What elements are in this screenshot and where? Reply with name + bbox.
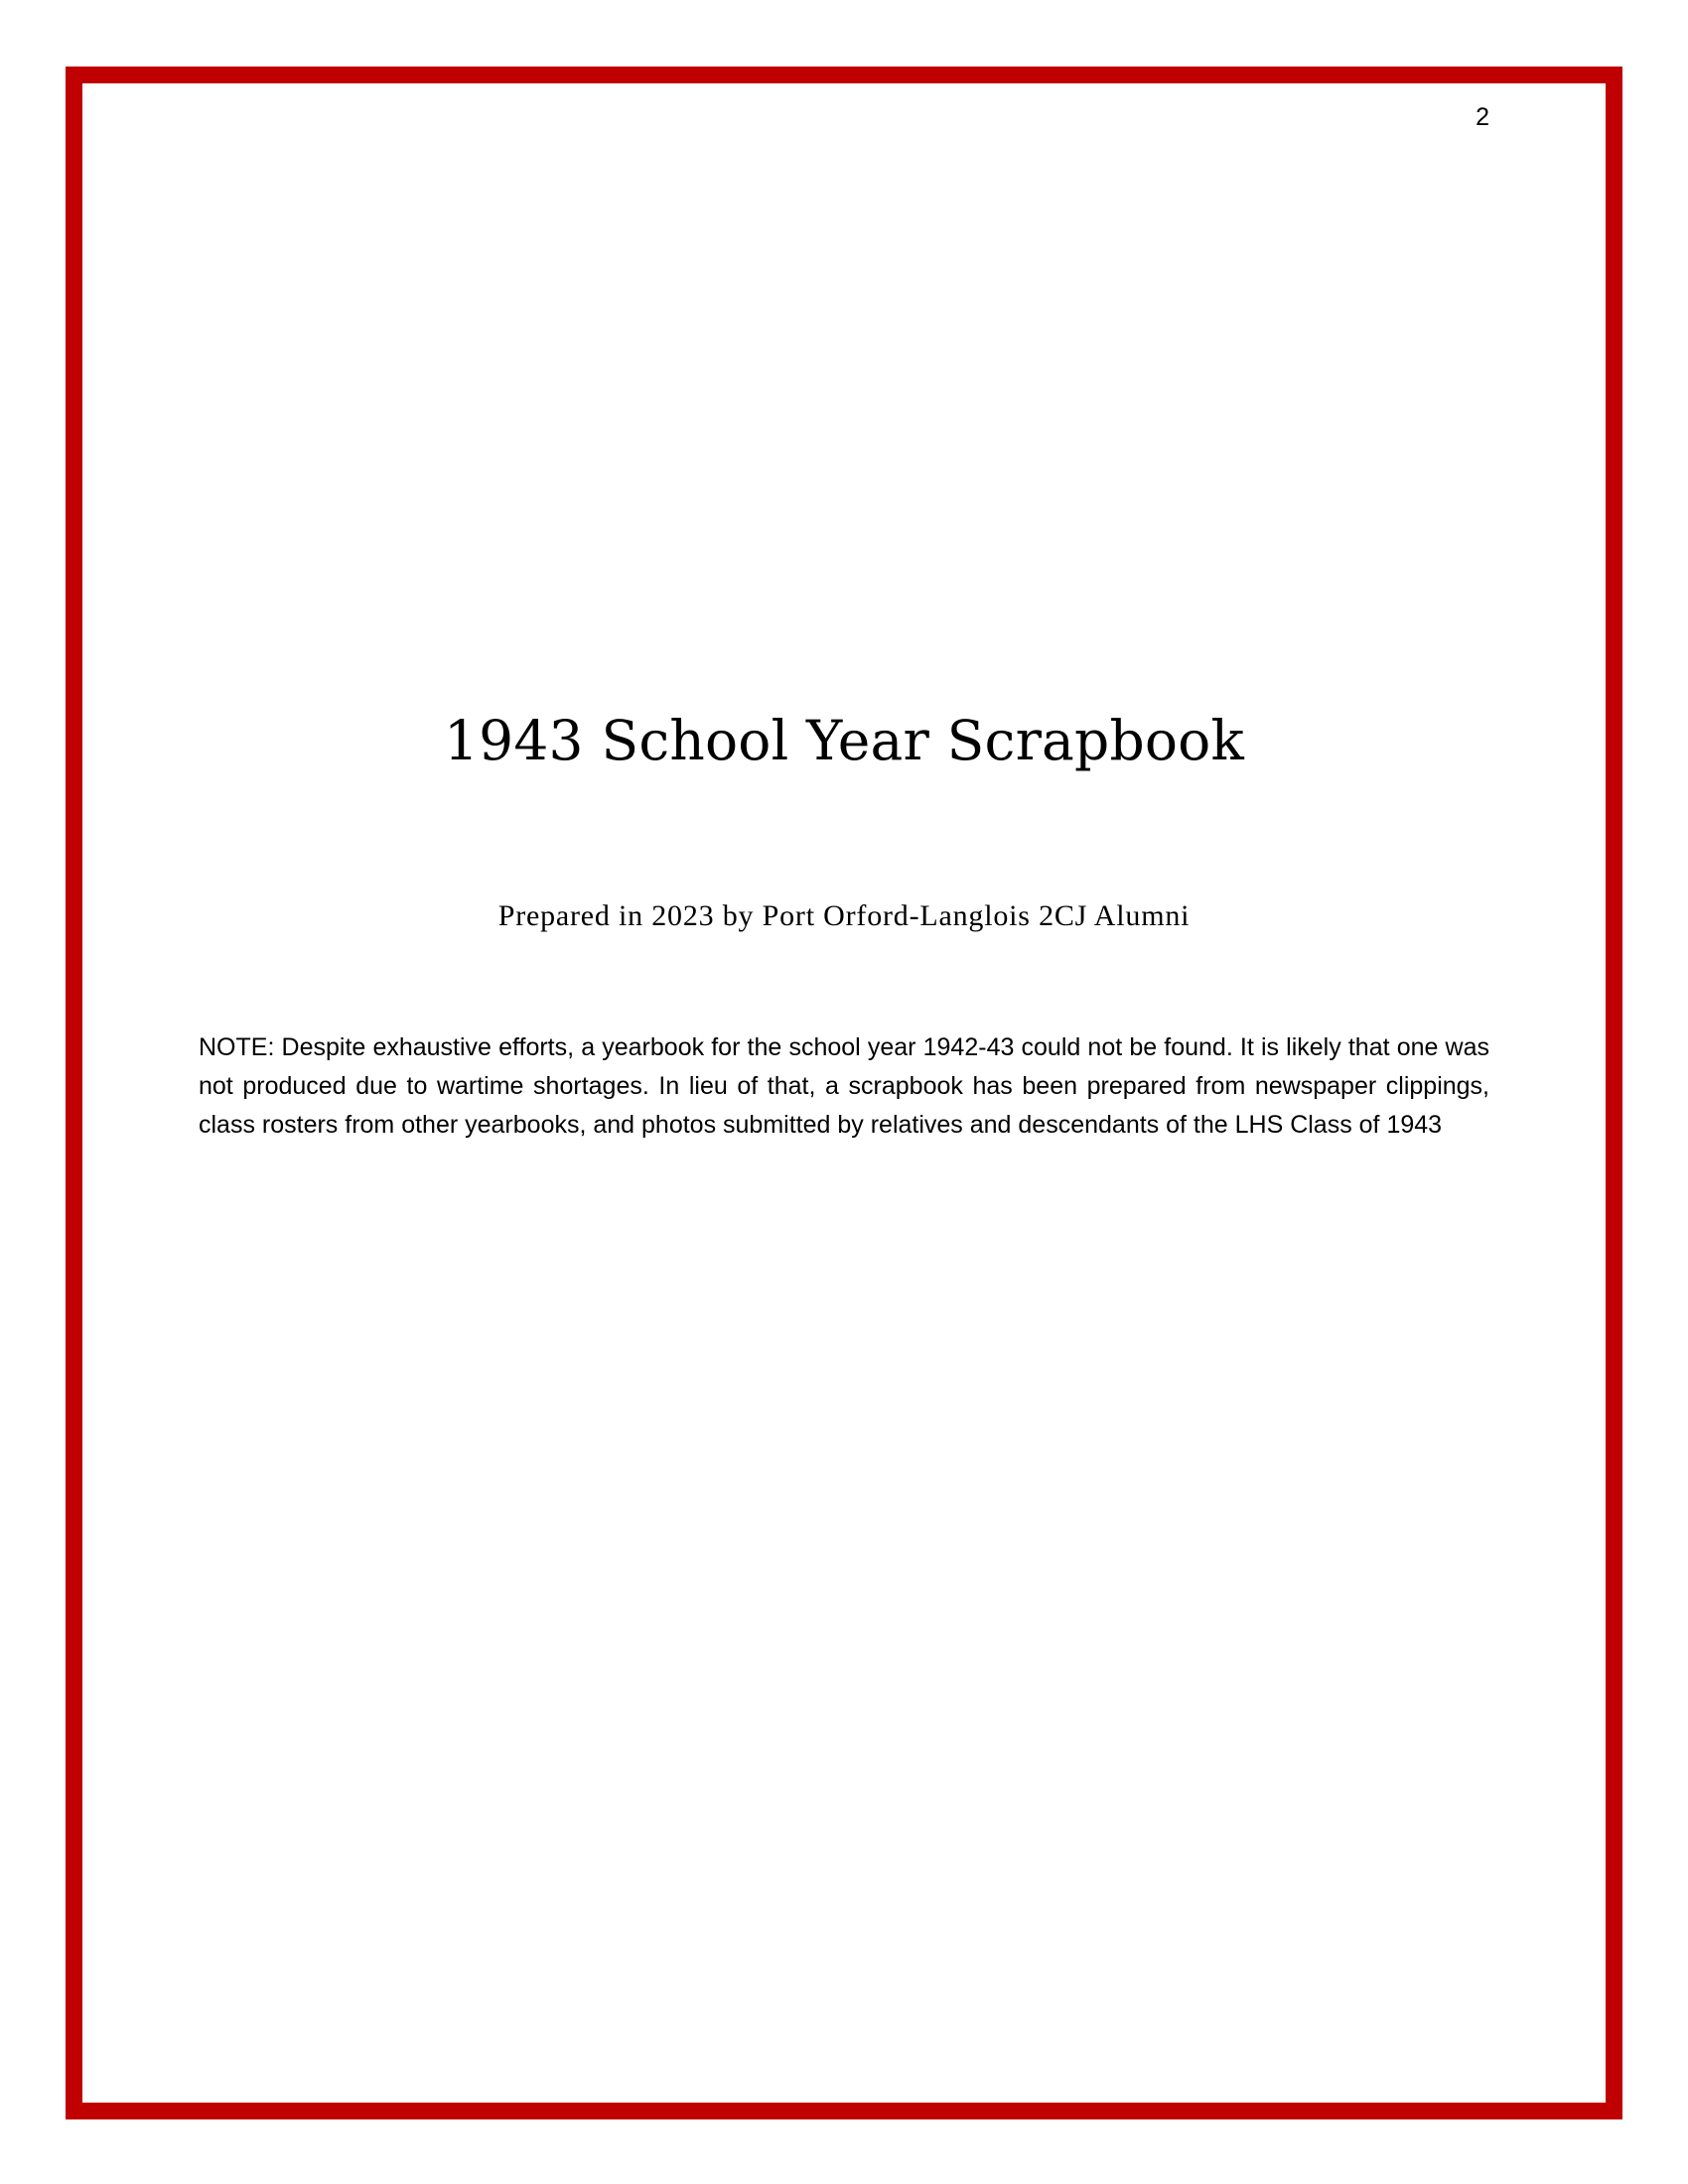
page-title: 1943 School Year Scrapbook	[443, 709, 1245, 772]
page-subtitle: Prepared in 2023 by Port Orford-Langlois 2CJ Alumni	[497, 899, 1191, 932]
note-paragraph: NOTE: Despite exhaustive efforts, a yearbook for the school year 1942-43 could not be found. It is likely that one was not produced due to wartime shortages. In lieu of that, a scrapbook has been prepared from newspaper clippings, class rosters from other yearbooks, and photos submitted by relatives and descendants of the LHS Class of 1943	[199, 1033, 1489, 1139]
page-number: 2	[1476, 103, 1489, 131]
